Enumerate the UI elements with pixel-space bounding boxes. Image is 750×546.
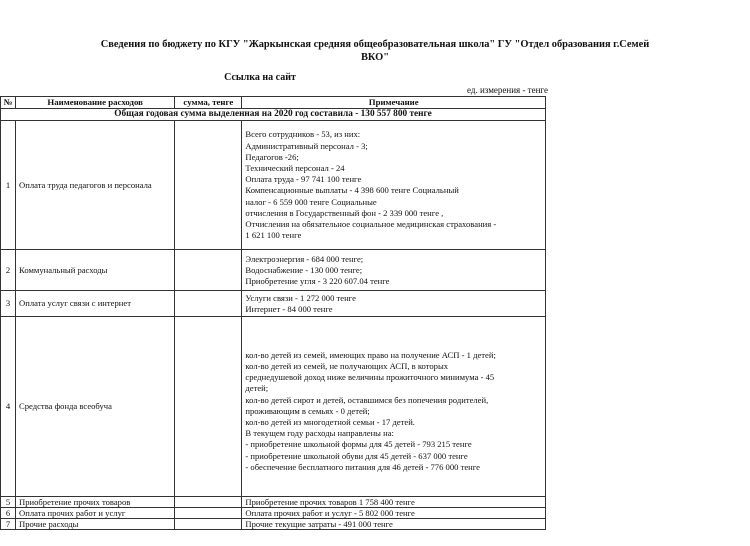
- note-line: кол-во детей из семей, не получающих АСП, в которых: [245, 360, 449, 371]
- table-row: [1, 519, 546, 530]
- note-line: детей;: [245, 383, 269, 394]
- note-line: Водоснабжение - 130 000 тенге;: [245, 264, 363, 275]
- row-expense-name: Оплата услуг связи с интернет: [16, 291, 175, 317]
- document-title: [0, 38, 750, 64]
- row-number: 1: [1, 121, 16, 250]
- row-sum: [175, 317, 242, 497]
- column-header-note: Примечание: [242, 97, 546, 109]
- table-row: [1, 497, 546, 508]
- note-line: Административный персонал - 3;: [245, 140, 368, 151]
- units-label: ед. измерения - тенге: [467, 85, 548, 95]
- table-row: [1, 291, 546, 317]
- row-expense-name: Оплата прочих работ и услуг: [16, 508, 175, 519]
- table-row: [1, 250, 546, 291]
- row-number: 5: [1, 497, 16, 508]
- note-line: среднедушевой доход ниже величины прожиточного минимума - 45: [245, 372, 495, 383]
- row-note: [242, 121, 546, 250]
- row-expense-name: Оплата труда педагогов и персонала: [16, 121, 175, 250]
- note-line: Всего сотрудников - 53, из них:: [245, 129, 361, 140]
- row-note: Оплата прочих работ и услуг - 5 802 000 тенге: [242, 508, 546, 519]
- note-line: - приобретение школьной формы для 45 детей - 793 215 тенге: [245, 439, 472, 450]
- title-line-2: ВКО": [360, 52, 390, 63]
- note-line: проживающим в семьях - 0 детей;: [245, 405, 370, 416]
- row-sum: [175, 250, 242, 291]
- row-note: Приобретение прочих товаров 1 758 400 тенге: [242, 497, 546, 508]
- row-sum: [175, 291, 242, 317]
- row-number: 2: [1, 250, 16, 291]
- row-expense-name: Средства фонда всеобуча: [16, 317, 175, 497]
- note-line: Оплата труда - 97 741 100 тенге: [245, 174, 362, 185]
- table-header-row: [1, 97, 546, 109]
- row-expense-name: Прочие расходы: [16, 519, 175, 530]
- row-expense-name: Коммунальный расходы: [16, 250, 175, 291]
- note-line: отчисления в Государственный фон - 2 339 000 тенге ,: [245, 207, 444, 218]
- row-number: 7: [1, 519, 16, 530]
- total-amount: Общая годовая сумма выделенная на 2020 год составила - 130 557 800 тенге: [1, 109, 546, 121]
- row-note: [242, 291, 546, 317]
- note-line: Компенсационные выплаты - 4 398 600 тенге Социальный: [245, 185, 459, 196]
- total-row: [1, 109, 546, 121]
- row-note: [242, 317, 546, 497]
- note-line: Технический персонал - 24: [245, 163, 345, 173]
- note-line: кол-во детей сирот и детей, оставшимся без попечения родителей,: [245, 394, 489, 405]
- row-note: Прочие текущие затраты - 491 000 тенге: [242, 519, 546, 530]
- column-header-sum: сумма, тенге: [175, 97, 242, 109]
- note-line: Электроэнергия - 684 000 тенге;: [245, 253, 364, 264]
- site-link[interactable]: Ссылка на сайт: [224, 72, 296, 83]
- table-row: [1, 508, 546, 519]
- budget-table: [0, 96, 546, 530]
- note-line: кол-во детей из многодетной семьи - 17 детей.: [245, 417, 415, 427]
- title-line-1: Сведения по бюджету по КГУ "Жаркынская средняя общеобразовательная школа" ГУ "Отдел образования г.Семей: [100, 39, 650, 50]
- table-row: [1, 121, 546, 250]
- row-number: 4: [1, 317, 16, 497]
- note-line: Услуги связи - 1 272 000 тенге: [245, 292, 356, 303]
- row-number: 3: [1, 291, 16, 317]
- row-sum: [175, 497, 242, 508]
- column-header-number: №: [1, 97, 16, 109]
- note-line: кол-во детей из семей, имеющих право на получение АСП - 1 детей;: [245, 349, 496, 360]
- note-line: Интернет - 84 000 тенге: [245, 303, 333, 314]
- row-expense-name: Приобретение прочих товаров: [16, 497, 175, 508]
- row-number: 6: [1, 508, 16, 519]
- table-row: [1, 317, 546, 497]
- note-line: 1 621 100 тенге: [245, 230, 302, 241]
- note-line: Отчисления на обязательное социальное медицинская страхования -: [245, 219, 497, 230]
- column-header-name: Наименование расходов: [16, 97, 175, 109]
- row-sum: [175, 121, 242, 250]
- note-line: Педагогов -26;: [245, 151, 299, 162]
- row-note: [242, 250, 546, 291]
- note-line: - обеспечение бесплатного питания для 46 детей - 776 000 тенге: [245, 461, 480, 472]
- note-line: - приобретение школьной обуви для 45 детей - 637 000 тенге: [245, 450, 468, 461]
- note-line: В текущем году расходы направлены на:: [245, 428, 394, 439]
- note-line: Приобретение угля - 3 220 607.04 тенге: [245, 276, 390, 286]
- row-sum: [175, 508, 242, 519]
- row-sum: [175, 519, 242, 530]
- note-line: налог - 6 559 000 тенге Социальные: [245, 196, 377, 207]
